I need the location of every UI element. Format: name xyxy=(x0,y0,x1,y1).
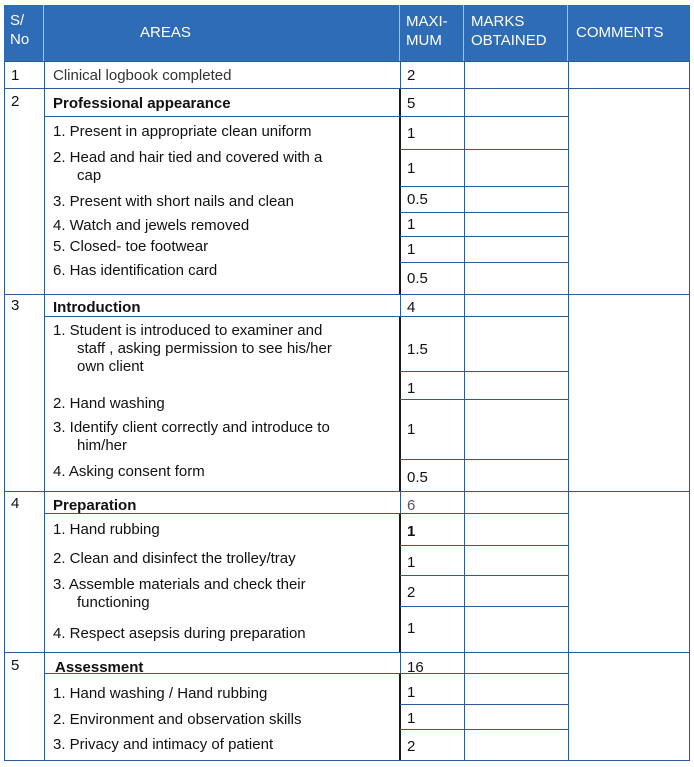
grid-line xyxy=(4,88,690,89)
criterion-text: cap xyxy=(77,167,102,184)
row-number: 5 xyxy=(11,657,20,674)
row-number: 2 xyxy=(11,93,20,110)
maximum-value: 1 xyxy=(407,380,416,397)
grid-line xyxy=(400,575,569,576)
maximum-value: 1 xyxy=(407,125,416,142)
grid-line xyxy=(400,545,569,546)
row-number: 4 xyxy=(11,495,20,512)
cell-border xyxy=(399,514,401,653)
header-marks-line1: MARKS xyxy=(471,13,525,30)
header-sno-line1: S/ xyxy=(10,12,25,29)
maximum-value: 1 xyxy=(407,523,416,540)
maximum-value: 1 xyxy=(407,554,416,571)
criterion-text: 3. Identify client correctly and introduce to xyxy=(53,419,330,436)
criterion-text: functioning xyxy=(77,594,150,611)
criterion-text: him/her xyxy=(77,437,128,454)
criterion-text: 2. Environment and observation skills xyxy=(53,711,302,728)
grid-line xyxy=(689,61,690,761)
area-label: Clinical logbook completed xyxy=(53,67,232,84)
header-comments: COMMENTS xyxy=(576,24,664,41)
header-areas: AREAS xyxy=(140,24,191,41)
maximum-value: 1 xyxy=(407,710,416,727)
maximum-value: 1 xyxy=(407,421,416,438)
grid-line xyxy=(44,316,569,317)
criterion-text: 3. Assemble materials and check their xyxy=(53,576,306,593)
grid-line xyxy=(400,186,569,187)
criterion-text: 1. Hand rubbing xyxy=(53,521,160,538)
grid-line xyxy=(44,61,45,761)
criterion-text: 1. Student is introduced to examiner and xyxy=(53,322,323,339)
maximum-value: 1 xyxy=(407,216,416,233)
maximum-value: 1 xyxy=(407,684,416,701)
grid-line xyxy=(464,61,465,761)
grid-line xyxy=(400,212,569,213)
grid-line xyxy=(44,116,569,117)
maximum-value: 2 xyxy=(407,67,416,84)
criterion-text: 2. Hand washing xyxy=(53,395,165,412)
grid-line xyxy=(4,760,690,761)
grid-line xyxy=(4,61,5,761)
header-maximum-line1: MAXI- xyxy=(406,13,448,30)
grid-line xyxy=(568,61,569,761)
criterion-text: 6. Has identification card xyxy=(53,262,218,279)
criterion-text: 1. Hand washing / Hand rubbing xyxy=(53,685,268,702)
maximum-value: 5 xyxy=(407,95,416,112)
criterion-text: 4. Respect asepsis during preparation xyxy=(53,625,306,642)
criterion-text: 3. Present with short nails and clean xyxy=(53,193,294,210)
area-title: Preparation xyxy=(53,497,137,514)
assessment-table xyxy=(4,5,690,761)
area-title: Assessment xyxy=(55,659,144,676)
grid-line xyxy=(400,704,569,705)
cell-border xyxy=(399,89,401,295)
maximum-value: 1 xyxy=(407,241,416,258)
grid-line xyxy=(400,459,569,460)
maximum-value: 1 xyxy=(407,160,416,177)
criterion-text: 2. Head and hair tied and covered with a xyxy=(53,149,323,166)
cell-border xyxy=(399,317,401,492)
criterion-text: staff , asking permission to see his/her xyxy=(77,340,332,357)
row-number: 3 xyxy=(11,297,20,314)
grid-line xyxy=(400,399,569,400)
header-maximum-line2: MUM xyxy=(406,32,442,49)
grid-line xyxy=(400,371,569,372)
maximum-value: 4 xyxy=(407,299,416,316)
header-sno-line2: No xyxy=(10,31,30,48)
grid-line xyxy=(400,606,569,607)
maximum-value: 0.5 xyxy=(407,191,428,208)
header-sno-cell xyxy=(4,5,44,61)
criterion-text: own client xyxy=(77,358,144,375)
maximum-value: 2 xyxy=(407,584,416,601)
maximum-value: 2 xyxy=(407,738,416,755)
grid-line xyxy=(4,652,690,653)
grid-line xyxy=(4,61,690,62)
grid-line xyxy=(400,236,569,237)
header-maximum-cell xyxy=(400,5,464,61)
area-title: Introduction xyxy=(53,299,141,316)
grid-line xyxy=(4,491,690,492)
criterion-text: 1. Present in appropriate clean uniform xyxy=(53,123,312,140)
grid-line xyxy=(400,149,569,150)
grid-line xyxy=(4,294,690,295)
grid-line xyxy=(400,729,569,730)
header-comments-cell xyxy=(568,5,690,61)
row-number: 1 xyxy=(11,67,20,84)
header-areas-cell xyxy=(44,5,400,61)
criterion-text: 4. Watch and jewels removed xyxy=(53,217,250,234)
grid-line xyxy=(400,262,569,263)
header-marks-line2: OBTAINED xyxy=(471,32,547,49)
maximum-value: 0.5 xyxy=(407,469,428,486)
criterion-text: 2. Clean and disinfect the trolley/tray xyxy=(53,550,296,567)
maximum-value: 6 xyxy=(407,497,416,514)
area-title: Professional appearance xyxy=(53,95,231,112)
criterion-text: 5. Closed- toe footwear xyxy=(53,238,209,255)
maximum-value: 1 xyxy=(407,620,416,637)
header-marks-cell xyxy=(464,5,568,61)
cell-border xyxy=(399,674,401,761)
maximum-value: 0.5 xyxy=(407,270,428,287)
maximum-value: 16 xyxy=(407,659,424,676)
maximum-value: 1.5 xyxy=(407,341,428,358)
criterion-text: 3. Privacy and intimacy of patient xyxy=(53,736,274,753)
criterion-text: 4. Asking consent form xyxy=(53,463,205,480)
